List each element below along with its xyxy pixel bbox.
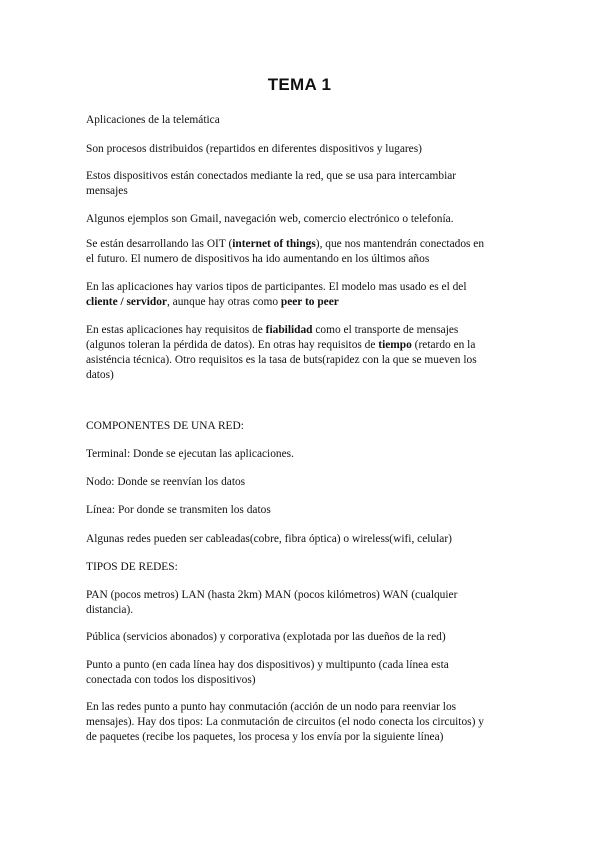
- paragraph-examples: [86, 212, 526, 227]
- paragraph-distributed-processes: [86, 142, 526, 157]
- bold-term-peer-to-peer: peer to peer: [280, 296, 339, 308]
- bold-term-client-server: cliente / servidor: [86, 296, 167, 308]
- text-line: Nodo: Donde se reenvían los datos: [86, 476, 246, 488]
- text-line: Pública (servicios abonados) y corporativa (explotada por las dueños de la red): [86, 631, 446, 643]
- text-line: ), que nos mantendrán conectados en: [315, 238, 485, 250]
- text-line: , aunque hay otras como: [166, 296, 281, 308]
- paragraph-terminal: [86, 447, 526, 462]
- text-line: En las redes punto a punto hay conmutación (acción de un nodo para reenviar los: [86, 701, 457, 713]
- text-line: mensajes: [86, 185, 128, 197]
- paragraph-network-scopes: [86, 588, 526, 618]
- text-line: PAN (pocos metros) LAN (hasta 2km) MAN (pocos kilómetros) WAN (cualquier: [86, 589, 458, 601]
- paragraph-cabled-wireless: [86, 532, 526, 547]
- text-line: En estas aplicaciones hay requisitos de: [86, 324, 266, 336]
- text-line: (retardo en la: [411, 339, 476, 351]
- text-line: conectada con todos los dispositivos): [86, 674, 256, 686]
- paragraph-switching: [86, 700, 526, 745]
- paragraph-participants: [86, 280, 526, 310]
- text-line: distancia).: [86, 604, 134, 616]
- text-line: Punto a punto (en cada línea hay dos dispositivos) y multipunto (cada línea esta: [86, 659, 449, 671]
- text-line: Son procesos distribuidos (repartidos en diferentes dispositivos y lugares): [86, 143, 422, 155]
- text-line: Algunas redes pueden ser cableadas(cobre, fibra óptica) o wireless(wifi, celular): [86, 533, 452, 545]
- paragraph-public-corporate: [86, 630, 526, 645]
- paragraph-node: [86, 475, 526, 490]
- bold-term-iot: internet of things: [232, 238, 316, 250]
- text-line: En las aplicaciones hay varios tipos de participantes. El modelo mas usado es el del: [86, 281, 467, 293]
- page-title: TEMA 1: [267, 75, 332, 94]
- text-line: (algunos toleran la pérdida de datos). En otras hay requisitos de: [86, 339, 379, 351]
- text-line: Línea: Por donde se transmiten los datos: [86, 504, 271, 516]
- section-heading-network-types: [86, 560, 526, 575]
- text-line: el futuro. El numero de dispositivos ha ido aumentando en los últimos años: [86, 253, 430, 265]
- paragraph-line: [86, 503, 526, 518]
- bold-term-time: tiempo: [378, 339, 412, 351]
- section-heading-network-components: [86, 419, 526, 434]
- text-line: datos): [86, 369, 114, 381]
- text-line: Aplicaciones de la telemática: [86, 114, 220, 126]
- text-line: Algunos ejemplos son Gmail, navegación web, comercio electrónico o telefonía.: [86, 213, 454, 225]
- text-line: mensajes). Hay dos tipos: La conmutación de circuitos (el nodo conecta los circuitos) y: [86, 716, 484, 728]
- text-line: Se están desarrollando las OIT (: [86, 238, 233, 250]
- text-line: como el transporte de mensajes: [312, 324, 459, 336]
- paragraph-devices-network: [86, 169, 526, 199]
- text-line: asisténcia técnica). Otro requisitos es la tasa de buts(rapidez con la que se mueven los: [86, 354, 477, 366]
- text-line: Terminal: Donde se ejecutan las aplicaciones.: [86, 448, 294, 460]
- text-line: Estos dispositivos están conectados mediante la red, que se usa para intercambiar: [86, 170, 457, 182]
- paragraph-iot: [86, 237, 526, 267]
- bold-term-reliability: fiabilidad: [265, 324, 313, 336]
- text-line: COMPONENTES DE UNA RED:: [86, 420, 244, 432]
- text-line: de paquetes (recibe los paquetes, los procesa y los envía por la siguiente línea): [86, 731, 444, 743]
- text-line: TIPOS DE REDES:: [86, 561, 178, 573]
- paragraph-point-to-point: [86, 658, 526, 688]
- paragraph-requirements: [86, 323, 526, 383]
- paragraph-intro-heading: [86, 113, 526, 128]
